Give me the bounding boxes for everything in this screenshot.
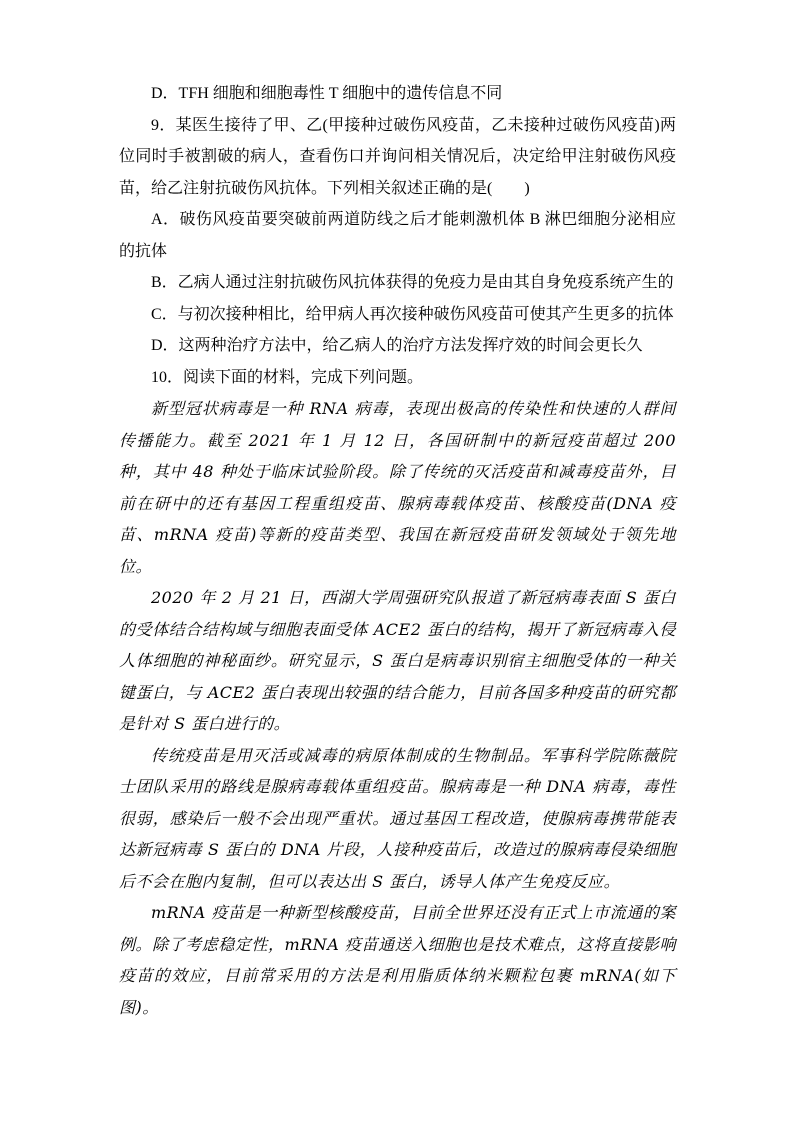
question-9-option-b: B．乙病人通过注射抗破伤风抗体获得的免疫力是由其自身免疫系统产生的: [151, 274, 674, 291]
question-9-option-a: A．破伤风疫苗要突破前两道防线之后才能刺激机体 B 淋巴细胞分泌相应的抗体: [119, 211, 676, 260]
question-8-option-d: D．TFH 细胞和细胞毒性 T 细胞中的遗传信息不同: [151, 85, 503, 102]
question-9-stem: 9．某医生接待了甲、乙(甲接种过破伤风疫苗，乙未接种过破伤风疫苗)两位同时手被割破的病人，查看伤口并询问相关情况后，决定给甲注射破伤风疫苗，给乙注射抗破伤风抗体。下列相关叙述正确的是( ): [119, 116, 676, 197]
material-paragraph-adenovirus-vaccine: 传统疫苗是用灭活或减毒的病原体制成的生物制品。军事科学院陈薇院士团队采用的路线是腺病毒载体重组疫苗。腺病毒是一种 DNA 病毒，毒性很弱，感染后一般不会出现严重状。通过基因工程改造，使腺病毒携带能表达新冠病毒 S 蛋白的 DNA 片段，人接种疫苗后，改造过的腺病毒侵染细胞后不会在胞内复制，但可以表达出 S 蛋白，诱导人体产生免疫反应。: [119, 745, 676, 891]
question-9-option-d: D．这两种治疗方法中，给乙病人的治疗方法发挥疗效的时间会更长久: [151, 337, 643, 354]
question-9-option-c: C．与初次接种相比，给甲病人再次接种破伤风疫苗可使其产生更多的抗体: [151, 305, 674, 323]
question-10-stem: 10．阅读下面的材料，完成下列问题。: [151, 368, 424, 386]
material-paragraph-mrna-vaccine: mRNA 疫苗是一种新型核酸疫苗，目前全世界还没有正式上市流通的案例。除了考虑稳定性，mRNA 疫苗通送入细胞也是技术难点，这将直接影响疫苗的效应，目前常采用的方法是利用脂质体纳米颗粒包裹 mRNA(如下图)。: [119, 903, 676, 1017]
material-paragraph-s-protein: 2020 年 2 月 21 日，西湖大学周强研究队报道了新冠病毒表面 S 蛋白的受体结合结构域与细胞表面受体 ACE2 蛋白的结构，揭开了新冠病毒入侵人体细胞的神秘面纱。研究显示，S 蛋白是病毒识别宿主细胞受体的一种关键蛋白，与 ACE2 蛋白表现出较强的结合能力，目前各国多种疫苗的研究都是针对 S 蛋白进行的。: [119, 588, 676, 733]
material-paragraph-virus-overview: 新型冠状病毒是一种 RNA 病毒，表现出极高的传染性和快速的人群间传播能力。截至 2021 年 1 月 12 日，各国研制中的新冠疫苗超过 200 种，其中 48 种处于临床试验阶段。除了传统的灭活疫苗和减毒疫苗外，目前在研中的还有基因工程重组疫苗、腺病毒载体疫苗、核酸疫苗(DNA 疫苗、mRNA 疫苗)等新的疫苗类型、我国在新冠疫苗研发领域处于领先地位。: [119, 399, 676, 576]
